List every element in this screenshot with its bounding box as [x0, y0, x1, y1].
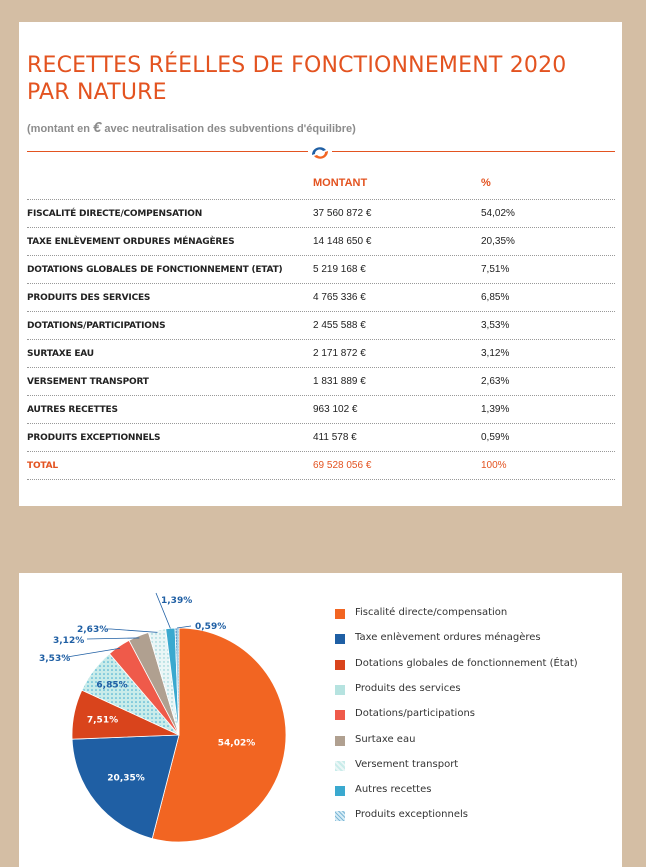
table-row — [27, 395, 615, 424]
legend-swatch — [335, 660, 345, 670]
row-pct: 54,02% — [481, 208, 515, 219]
legend-label: Autres recettes — [355, 784, 432, 796]
table-row — [27, 423, 615, 452]
legend-swatch — [335, 786, 345, 796]
pie-label-3: 7,51% — [86, 715, 119, 726]
table-row — [27, 283, 615, 312]
legend-swatch — [335, 609, 345, 619]
legend-label: Versement transport — [355, 758, 459, 770]
pie-label-7: 2,63% — [77, 625, 109, 635]
legend-swatch — [335, 761, 345, 771]
col-header-montant: MONTANT — [313, 177, 368, 189]
pie-label-6: 3,12% — [53, 636, 85, 646]
row-amount: 2 455 588 € — [313, 320, 366, 331]
pie-chart-card — [19, 573, 622, 867]
row-pct: 7,51% — [481, 264, 510, 275]
pie-label-1: 54,02% — [217, 738, 256, 749]
title-line-2: PAR NATURE — [27, 80, 167, 105]
row-label: AUTRES RECETTES — [27, 405, 118, 415]
row-amount: 5 219 168 € — [313, 264, 366, 275]
table-total-row — [27, 451, 615, 480]
row-pct: 6,85% — [481, 292, 510, 303]
pie-label-2: 20,35% — [107, 773, 145, 784]
row-label: VERSEMENT TRANSPORT — [27, 377, 149, 387]
total-pct: 100% — [481, 460, 507, 471]
row-label: DOTATIONS/PARTICIPATIONS — [27, 321, 166, 331]
row-amount: 411 578 € — [313, 432, 357, 443]
legend-label: Dotations/participations — [355, 708, 476, 720]
table-row — [27, 367, 615, 396]
row-pct: 1,39% — [481, 404, 510, 415]
row-pct: 3,53% — [481, 320, 510, 331]
table-row — [27, 227, 615, 256]
table-row — [27, 311, 615, 340]
table-row — [27, 339, 615, 368]
row-label: PRODUITS EXCEPTIONNELS — [27, 433, 161, 443]
logo-icon — [308, 142, 332, 164]
legend-swatch — [335, 811, 345, 821]
legend-label: Produits des services — [355, 682, 461, 694]
row-label: DOTATIONS GLOBALES DE FONCTIONNEMENT (ETAT) — [27, 265, 283, 275]
pie-label-5: 3,53% — [39, 654, 71, 664]
legend-label: Surtaxe eau — [355, 733, 416, 745]
legend-swatch — [335, 685, 345, 695]
row-amount: 4 765 336 € — [313, 292, 366, 303]
subtitle — [27, 119, 356, 136]
row-label: PRODUITS DES SERVICES — [27, 293, 151, 303]
row-amount: 37 560 872 € — [313, 208, 372, 219]
row-label: FISCALITÉ DIRECTE/COMPENSATION — [27, 209, 203, 219]
pie-chart — [19, 577, 622, 863]
pie-label-8: 1,39% — [161, 596, 193, 606]
pie-leader-7 — [106, 629, 157, 632]
page-title — [27, 52, 567, 106]
total-label: TOTAL — [27, 461, 58, 471]
row-pct: 20,35% — [481, 236, 515, 247]
legend-label: Dotations globales de fonctionnement (État) — [355, 657, 578, 669]
row-amount: 2 171 872 € — [313, 348, 366, 359]
row-pct: 3,12% — [481, 348, 510, 359]
legend-swatch — [335, 736, 345, 746]
subtitle-post: avec neutralisation des subventions d'équilibre) — [101, 123, 356, 135]
total-amount: 69 528 056 € — [313, 460, 372, 471]
subtitle-pre: (montant en — [27, 123, 93, 135]
pie-label-4: 6,85% — [96, 680, 128, 691]
row-pct: 2,63% — [481, 376, 510, 387]
legend-swatch — [335, 634, 345, 644]
title-line-1: RECETTES RÉELLES DE FONCTIONNEMENT 2020 — [27, 53, 567, 78]
row-amount: 14 148 650 € — [313, 236, 372, 247]
table-row — [27, 199, 615, 228]
legend-label: Produits exceptionnels — [355, 809, 468, 821]
row-amount: 963 102 € — [313, 404, 358, 415]
legend-label: Fiscalité directe/compensation — [355, 607, 508, 618]
euro-sign: € — [93, 119, 102, 136]
row-pct: 0,59% — [481, 432, 510, 443]
table-row — [27, 255, 615, 284]
table-bottom-rule — [27, 479, 615, 480]
row-label: TAXE ENLÈVEMENT ORDURES MÉNAGÈRES — [27, 237, 235, 247]
recettes-table-card — [19, 22, 622, 506]
pie-label-9: 0,59% — [195, 622, 227, 632]
row-label: SURTAXE EAU — [27, 349, 94, 359]
row-amount: 1 831 889 € — [313, 376, 366, 387]
legend-label: Taxe enlèvement ordures ménagères — [355, 632, 541, 644]
legend-swatch — [335, 710, 345, 720]
col-header-pct: % — [481, 177, 491, 189]
